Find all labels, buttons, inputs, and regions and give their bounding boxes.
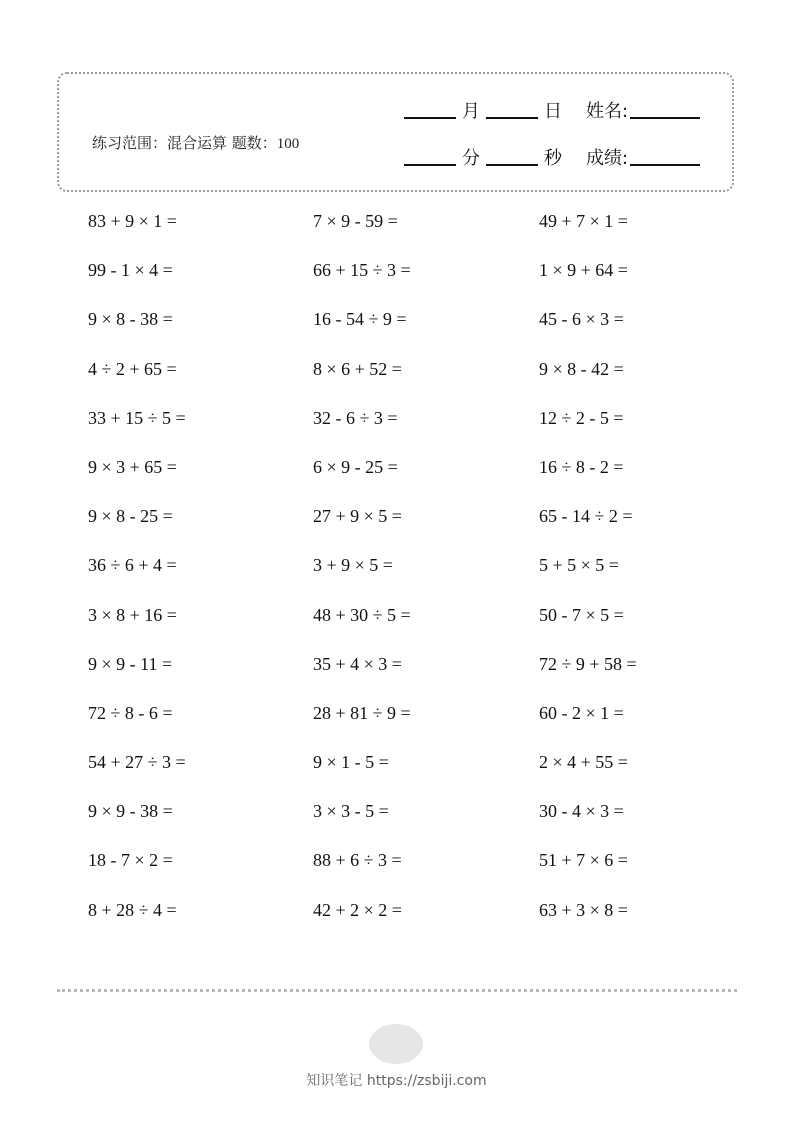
day-blank[interactable]	[486, 117, 538, 119]
problem-item: 65 - 14 ÷ 2 =	[539, 506, 633, 527]
problem-item: 3 + 9 × 5 =	[313, 555, 393, 576]
problem-item: 3 × 3 - 5 =	[313, 801, 389, 822]
problem-grid	[88, 205, 728, 943]
problem-item: 72 ÷ 8 - 6 =	[88, 702, 173, 723]
problem-item: 7 × 9 - 59 =	[313, 211, 398, 231]
problem-item: 88 + 6 ÷ 3 =	[313, 850, 402, 871]
problem-item: 9 × 8 - 38 =	[88, 309, 173, 330]
problem-item: 9 × 1 - 5 =	[313, 752, 389, 773]
problem-item: 99 - 1 × 4 =	[88, 260, 173, 281]
problem-count: 100	[276, 136, 300, 152]
name-blank[interactable]	[630, 117, 700, 119]
problem-item: 60 - 2 × 1 =	[539, 702, 624, 723]
month-label: 月	[462, 101, 480, 122]
problem-item: 30 - 4 × 3 =	[539, 801, 624, 822]
second-blank[interactable]	[486, 164, 538, 166]
problem-item: 36 ÷ 6 + 4 =	[88, 555, 177, 576]
problem-item: 9 × 9 - 38 =	[88, 801, 173, 822]
practice-scope-label	[92, 132, 299, 153]
minute-blank[interactable]	[404, 164, 456, 166]
worksheet-header-box	[57, 72, 734, 192]
problem-item: 9 × 9 - 11 =	[88, 653, 173, 674]
minute-label: 分	[462, 148, 480, 169]
score-label: 成绩:	[586, 148, 629, 169]
problem-item: 66 + 15 ÷ 3 =	[313, 260, 411, 281]
problem-item: 9 × 3 + 65 =	[88, 456, 177, 477]
problem-item: 12 ÷ 2 - 5 =	[539, 407, 624, 428]
time-score-row	[404, 141, 700, 171]
second-label: 秒	[544, 148, 562, 169]
problem-item: 9 × 8 - 25 =	[88, 506, 173, 527]
problem-item: 32 - 6 ÷ 3 =	[313, 407, 398, 428]
month-blank[interactable]	[404, 117, 456, 119]
problem-item: 42 + 2 × 2 =	[313, 899, 402, 920]
problem-item: 72 ÷ 9 + 58 =	[539, 653, 637, 674]
problem-item: 4 ÷ 2 + 65 =	[88, 358, 177, 379]
problem-item: 2 × 4 + 55 =	[539, 752, 628, 773]
problem-item: 18 - 7 × 2 =	[88, 850, 173, 871]
problem-item: 6 × 9 - 25 =	[313, 456, 398, 477]
problem-item: 1 × 9 + 64 =	[539, 260, 628, 281]
problem-item: 51 + 7 × 6 =	[539, 850, 628, 871]
problem-item: 5 + 5 × 5 =	[539, 555, 619, 576]
bottom-divider	[57, 989, 737, 992]
name-label: 姓名:	[586, 101, 629, 122]
date-name-row	[404, 94, 700, 124]
problem-item: 27 + 9 × 5 =	[313, 506, 402, 527]
problem-item: 16 - 54 ÷ 9 =	[313, 309, 407, 330]
problem-item: 8 × 6 + 52 =	[313, 358, 402, 379]
problem-item: 9 × 8 - 42 =	[539, 358, 624, 379]
problem-item: 50 - 7 × 5 =	[539, 604, 624, 625]
day-label: 日	[544, 101, 562, 122]
problem-item: 8 + 28 ÷ 4 =	[88, 899, 177, 920]
page-number-oval	[369, 1024, 423, 1064]
problem-item: 28 + 81 ÷ 9 =	[313, 702, 411, 723]
problem-item: 49 + 7 × 1 =	[539, 211, 628, 231]
problem-item: 35 + 4 × 3 =	[313, 653, 402, 674]
problem-item: 3 × 8 + 16 =	[88, 604, 177, 625]
problem-item: 16 ÷ 8 - 2 =	[539, 456, 624, 477]
problem-item: 48 + 30 ÷ 5 =	[313, 604, 411, 625]
score-blank[interactable]	[630, 164, 700, 166]
problem-item: 45 - 6 × 3 =	[539, 309, 624, 330]
footer-source: 知识笔记 https://zsbiji.com	[306, 1073, 487, 1089]
problem-item: 83 + 9 × 1 =	[88, 211, 177, 231]
scope-text: 练习范围：混合运算 题数：	[92, 134, 277, 152]
problem-item: 33 + 15 ÷ 5 =	[88, 407, 186, 428]
problem-item: 63 + 3 × 8 =	[539, 899, 628, 920]
problem-item: 54 + 27 ÷ 3 =	[88, 752, 186, 773]
